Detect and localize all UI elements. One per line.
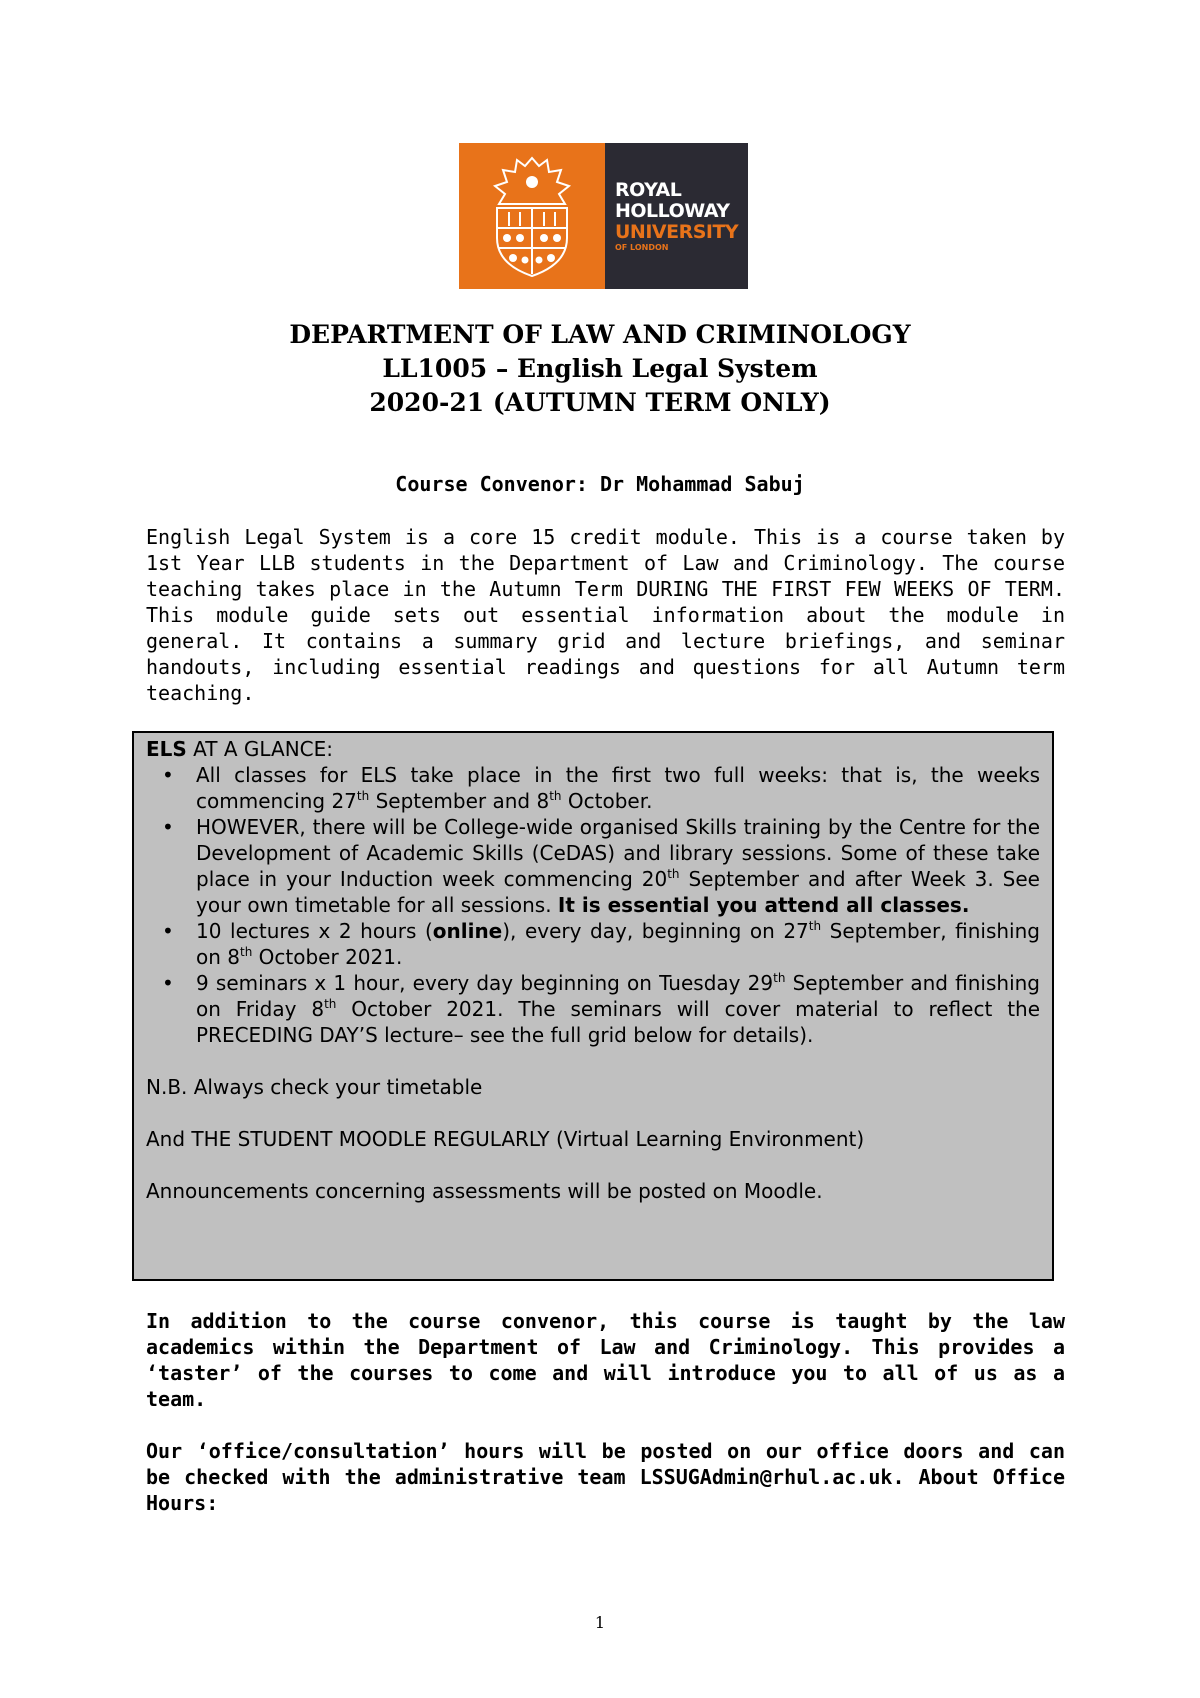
page-number: 1 — [594, 1613, 606, 1632]
logo-word-holloway: HOLLOWAY — [615, 199, 730, 222]
teaching-team-paragraph: In addition to the course convenor, this course is taught by the law academics within the Department of Law and Criminology. This provides a ‘taster’ of the courses to come and will introduce you to all of us as a team. — [146, 1309, 1065, 1411]
term-heading: 2020-21 (AUTUMN TERM ONLY) — [369, 388, 831, 417]
university-logo — [459, 143, 748, 289]
moodle-note: And THE STUDENT MOODLE REGULARLY (Virtual Learning Environment) — [146, 1127, 865, 1151]
course-heading: LL1005 – English Legal System — [382, 354, 818, 383]
logo-word-royal: ROYAL — [615, 178, 682, 201]
logo-word-university: UNIVERSITY — [615, 220, 739, 243]
glance-list — [146, 762, 1040, 1048]
intro-paragraph: English Legal System is a core 15 credit module. This is a course taken by 1st Year LLB students in the Department of Law and Criminology. The course teaching takes place in the Autumn Term DURING THE FIRST FEW WEEKS OF TERM. This module guide sets out essential information about the module in general. It contains a summary grid and lecture briefings, and seminar handouts, including essential readings and questions for all Autumn term teaching. — [146, 525, 1065, 705]
logo-wordmark — [605, 143, 748, 289]
announcements-note: Announcements concerning assessments will be posted on Moodle. — [146, 1179, 823, 1203]
attendance-note: It is essential you attend all classes. — [557, 893, 970, 917]
logo-word-of-london: OF LONDON — [615, 242, 669, 252]
list-item: • 9 seminars x 1 hour, every day beginning on Tuesday 29th September and finishing on Friday 8th October 2021. The seminars will cover material to reflect the PRECEDING DAY’S lecture– see the full grid below for details). — [196, 970, 1040, 1048]
timetable-note: N.B. Always check your timetable — [146, 1075, 483, 1099]
department-heading: DEPARTMENT OF LAW AND CRIMINOLOGY — [289, 320, 911, 349]
document-title — [0, 318, 1200, 420]
els-at-a-glance-box — [132, 731, 1054, 1281]
crest-icon — [459, 143, 605, 289]
course-convenor: Course Convenor: Dr Mohammad Sabuj — [395, 472, 805, 496]
list-item: • 10 lectures x 2 hours (online), every day, beginning on 27th September, finishing on 8th October 2021. — [196, 918, 1040, 970]
office-hours-paragraph: Our ‘office/consultation’ hours will be posted on our office doors and can be checked with the administrative team LSSUGAdmin@rhul.ac.uk. About Office Hours: — [146, 1439, 1065, 1515]
list-item: • All classes for ELS take place in the first two full weeks: that is, the weeks commencing 27th September and 8th October. — [196, 762, 1040, 814]
glance-heading — [146, 736, 1040, 762]
list-item: • HOWEVER, there will be College-wide organised Skills training by the Centre for the Development of Academic Skills (CeDAS) and library sessions. Some of these take place in your Induction week commencing 20th September and after Week 3. See your own timetable for all sessions. It is essential you attend all classes. — [196, 814, 1040, 918]
glance-heading-bold: ELS — [146, 737, 187, 761]
glance-heading-rest: AT A GLANCE: — [186, 737, 333, 761]
